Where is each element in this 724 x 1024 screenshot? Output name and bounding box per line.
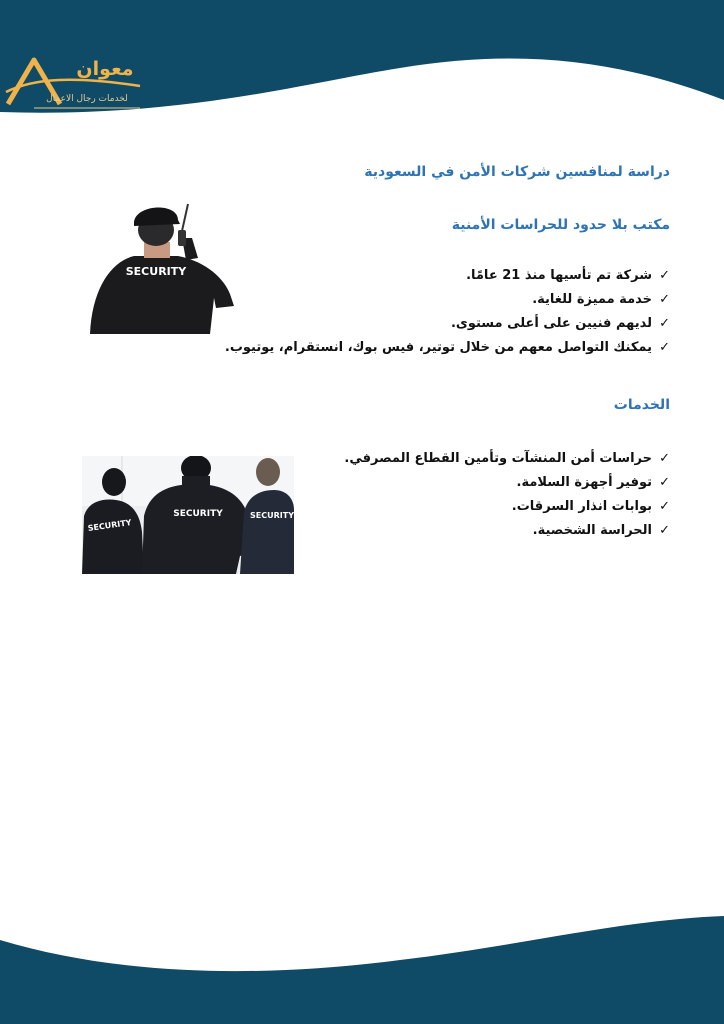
- list-item: ✓يمكنك التواصل معهم من خلال توتير، فيس بوك، انستقرام، يوتيوب.: [225, 336, 670, 360]
- list-item: ✓الحراسة الشخصية.: [344, 519, 670, 543]
- checkmark-icon: ✓: [659, 499, 670, 514]
- svg-text:SECURITY: SECURITY: [250, 511, 294, 520]
- office-heading: مكتب بلا حدود للحراسات الأمنية: [451, 217, 670, 233]
- list-item: ✓لديهم فنيين على أعلى مستوى.: [225, 312, 670, 336]
- svg-text:SECURITY: SECURITY: [87, 518, 133, 534]
- brand-tagline: لخدمات رجال الاعمال: [46, 94, 128, 104]
- list-item: ✓حراسات أمن المنشآت وتأمين القطاع المصرفي.: [344, 447, 670, 471]
- study-heading: دراسة لمنافسين شركات الأمن في السعودية: [364, 164, 670, 180]
- checkmark-icon: ✓: [659, 451, 670, 466]
- svg-text:SECURITY: SECURITY: [125, 265, 187, 278]
- brand-name: معوان: [76, 58, 134, 80]
- checkmark-icon: ✓: [659, 316, 670, 331]
- list-item: ✓توفير أجهزة السلامة.: [344, 471, 670, 495]
- checkmark-icon: ✓: [659, 475, 670, 490]
- checkmark-icon: ✓: [659, 340, 670, 355]
- list-item: ✓خدمة مميزة للغاية.: [225, 288, 670, 312]
- services-heading: الخدمات: [613, 397, 670, 413]
- list-item: ✓بوابات انذار السرقات.: [344, 495, 670, 519]
- checkmark-icon: ✓: [659, 523, 670, 538]
- security-guard-photo: [54, 198, 270, 334]
- list-item: ✓شركة تم تأسيها منذ 21 عامًا.: [225, 264, 670, 288]
- footer-wave: [0, 914, 724, 1024]
- checkmark-icon: ✓: [659, 292, 670, 307]
- svg-text:SECURITY: SECURITY: [173, 509, 223, 519]
- office-points-list: [225, 264, 670, 360]
- security-team-photo: [82, 456, 294, 574]
- services-points-list: [344, 447, 670, 543]
- checkmark-icon: ✓: [659, 268, 670, 283]
